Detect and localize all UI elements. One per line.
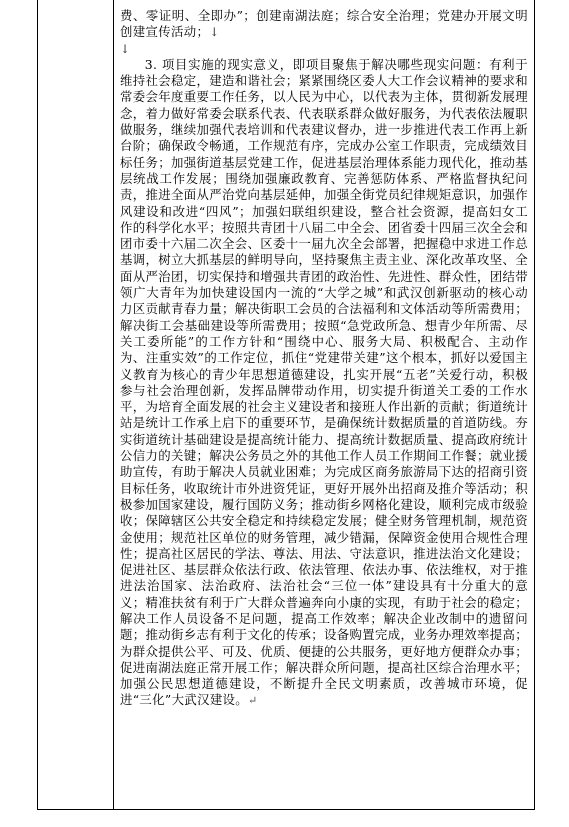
paragraph-mark-icon: ↓ <box>209 25 220 40</box>
table-column-divider <box>113 0 114 810</box>
end-of-cell-mark-icon: ↵ <box>248 694 258 708</box>
intro-paragraph <box>120 8 528 41</box>
blank-paragraph <box>120 41 528 57</box>
table-cell-content <box>120 8 528 710</box>
empty-paragraph-mark-icon: ↓ <box>120 41 131 56</box>
intro-text: 费、零证明、全即办”；创建南湖法庭；综合安全治理；党建办开展文明创建宣传活动； <box>120 8 528 40</box>
main-paragraph <box>120 57 528 710</box>
main-paragraph-text: 3. 项目实施的现实意义，即项目聚焦于解决哪些现实问题：有利于维持社会稳定，建造和谐社会；紧紧围绕区委人大工作会议精神的要求和常委会年度重要工作任务，以人民为中心，以代表为主体，贯彻新发展理念，着力做好常委会联系代表、代表联系群众做好服务，为代表依法履职做服务，继续加强代表培训和代表建议督办，进一步推进代表工作再上新台阶；确保政令畅通，工作规范有序，完成办公室工作职责，完成绩效目标任务；加强街道基层党建工作，促进基层治理体系能力现代化，推动基层统战工作发展；围绕加强廉政教育、完善惩防体系、严格监督执纪问责，推进全面从严治党向基层延伸，加强全街党员纪律规矩意识，加强作风建设和改进“四风”；加强妇联组织建设，整合社会资源，提高妇女工作的科学化水平；按照共青团十八届二中全会、团省委十四届三次全会和团市委十六届二次全会、区委十一届九次全会部署，把握稳中求进工作总基调，树立大抓基层的鲜明导向，坚持聚焦主责主业、深化改革攻坚、全面从严治团，切实保持和增强共青团的政治性、先进性、群众性，团结带领广大青年为加快建设国内一流的“大学之城”和武汉创新驱动的核心动力区贡献青春力量；解决街职工会员的合法福利和文体活动等所需费用；解决街工会基础建设等所需费用；按照“急党政所急、想青少年所需、尽关工委所能”的工作方针和“围绕中心、服务大局、积极配合、主动作为、注重实效”的工作定位，抓住“党建带关建”这个根本，抓好以爱国主义教育为核心的青少年思想道德建设，扎实开展“五老”关爱行动，积极参与社会治理创新，发挥品牌带动作用，切实提升街道关工委的工作水平，为培育全面发展的社会主义建设者和接班人作出新的贡献；街道统计站是统计工作承上启下的重要环节，是确保统计数据质量的首道防线。夯实街道统计基础建设是提高统计能力、提高统计数据质量、提高政府统计公信力的关键；解决公务员之外的其他工作人员工作期间工作餐；就业援助宣传，有助于解决人员就业困难；为完成区商务旅游局下达的招商引资目标任务，收取统计市外进资凭证，更好开展外出招商及推介等活动；积极参加国家建设，履行国防义务；推动街乡网格化建设，顺利完成市级验收；保障辖区公共安全稳定和持续稳定发展；健全财务管理机制，规范资金使用；规范社区单位的财务管理，减少错漏，保障资金使用合规性合理性；提高社区居民的学法、尊法、用法、守法意识，推进法治文化建设；促进社区、基层群众依法行政、依法管理、依法办事、依法维权，对于推进法治国家、法治政府、法治社会“三位一体”建设具有十分重大的意义；精准扶贫有利于广大群众普遍奔向小康的实现，有助于社会的稳定；解决工作人员设备不足问题，提高工作效率；解决企业改制中的遗留问题；推动街乡志有利于文化的传承；设备购置完成，业务办理效率提高；为群众提供公平、可及、优质、便捷的公共服务，更好地方便群众办事；促进南湖法庭正常开展工作；解决群众所问题，提高社区综合治理水平；加强公民思想道德建设，不断提升全民文明素质，改善城市环境，促进“三化”大武汉建设。 <box>120 56 528 708</box>
table-border-bottom <box>37 809 535 810</box>
table-border-left <box>37 0 38 810</box>
table-border-right <box>534 0 535 810</box>
